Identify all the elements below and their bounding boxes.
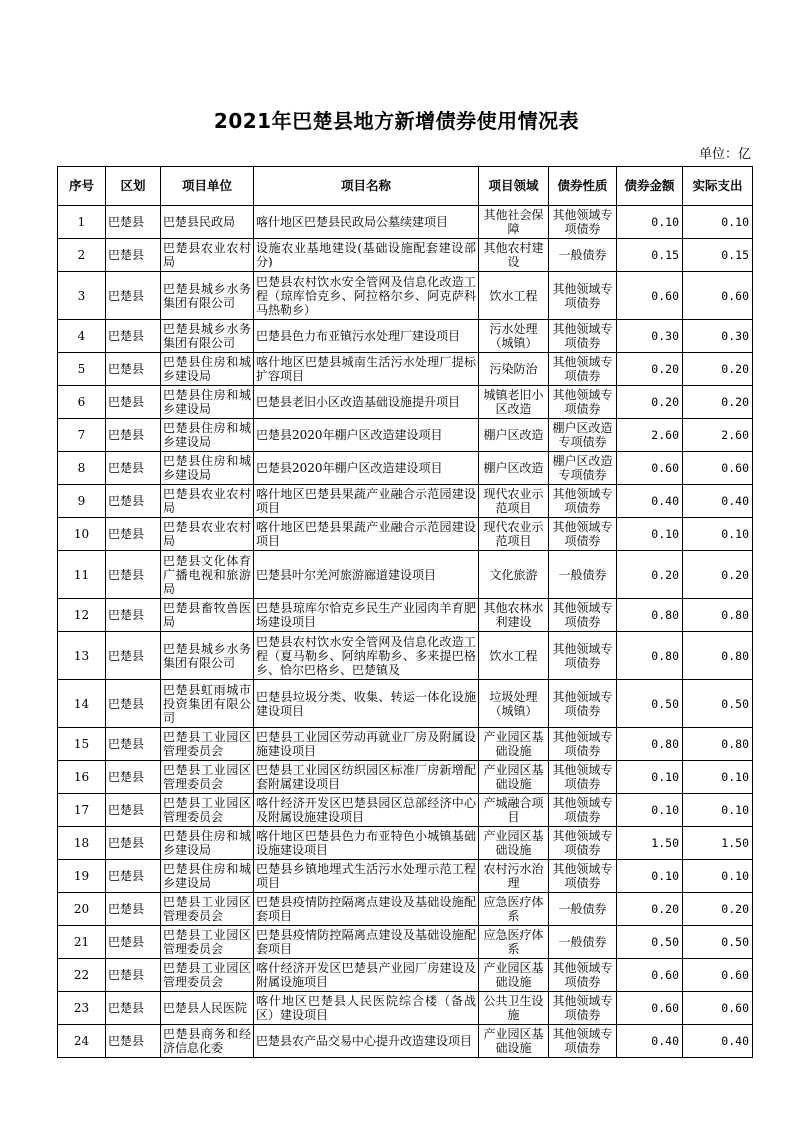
cell-unit: 巴楚县住房和城乡建设局 — [161, 860, 254, 893]
table-row — [58, 728, 753, 761]
cell-nature: 其他领域专项债券 — [549, 1025, 617, 1058]
cell-spent: 0.80 — [683, 728, 753, 761]
cell-no: 7 — [58, 419, 106, 452]
cell-name: 喀什地区巴楚县果蔬产业融合示范园建设项目 — [254, 518, 479, 551]
cell-unit: 巴楚县住房和城乡建设局 — [161, 386, 254, 419]
cell-spent: 0.60 — [683, 959, 753, 992]
header-field: 项目领域 — [479, 167, 549, 206]
cell-no: 18 — [58, 827, 106, 860]
cell-no: 2 — [58, 239, 106, 272]
cell-no: 4 — [58, 320, 106, 353]
cell-no: 5 — [58, 353, 106, 386]
cell-amount: 0.60 — [617, 992, 683, 1025]
cell-name: 巴楚县2020年棚户区改造建设项目 — [254, 419, 479, 452]
table-row — [58, 761, 753, 794]
cell-field: 其他农村建设 — [479, 239, 549, 272]
cell-name: 喀什经济开发区巴楚县产业园厂房建设及附属设施项目 — [254, 959, 479, 992]
cell-spent: 0.50 — [683, 680, 753, 728]
cell-region: 巴楚县 — [106, 926, 161, 959]
cell-region: 巴楚县 — [106, 599, 161, 632]
cell-nature: 棚户区改造专项债券 — [549, 419, 617, 452]
cell-region: 巴楚县 — [106, 761, 161, 794]
cell-region: 巴楚县 — [106, 320, 161, 353]
header-unit: 项目单位 — [161, 167, 254, 206]
cell-region: 巴楚县 — [106, 239, 161, 272]
cell-unit: 巴楚县住房和城乡建设局 — [161, 827, 254, 860]
cell-region: 巴楚县 — [106, 419, 161, 452]
cell-nature: 其他领域专项债券 — [549, 320, 617, 353]
cell-nature: 其他领域专项债券 — [549, 761, 617, 794]
cell-field: 现代农业示范项目 — [479, 485, 549, 518]
cell-region: 巴楚县 — [106, 992, 161, 1025]
cell-name: 巴楚县乡镇地埋式生活污水处理示范工程项目 — [254, 860, 479, 893]
cell-unit: 巴楚县住房和城乡建设局 — [161, 419, 254, 452]
unit-label: 单位：亿 — [698, 147, 751, 162]
table-row — [58, 419, 753, 452]
cell-no: 8 — [58, 452, 106, 485]
cell-nature: 其他领域专项债券 — [549, 728, 617, 761]
cell-field: 城镇老旧小区改造 — [479, 386, 549, 419]
cell-no: 20 — [58, 893, 106, 926]
cell-region: 巴楚县 — [106, 386, 161, 419]
cell-no: 21 — [58, 926, 106, 959]
cell-field: 现代农业示范项目 — [479, 518, 549, 551]
cell-region: 巴楚县 — [106, 959, 161, 992]
cell-amount: 0.80 — [617, 728, 683, 761]
cell-spent: 0.60 — [683, 992, 753, 1025]
table-row — [58, 320, 753, 353]
table-header-row — [58, 167, 753, 206]
table-row — [58, 272, 753, 320]
cell-amount: 0.80 — [617, 599, 683, 632]
cell-amount: 0.80 — [617, 632, 683, 680]
cell-no: 15 — [58, 728, 106, 761]
cell-spent: 0.80 — [683, 599, 753, 632]
cell-amount: 0.10 — [617, 761, 683, 794]
cell-amount: 0.10 — [617, 518, 683, 551]
cell-nature: 其他领域专项债券 — [549, 992, 617, 1025]
cell-name: 巴楚县农产品交易中心提升改造建设项目 — [254, 1025, 479, 1058]
cell-nature: 一般债券 — [549, 926, 617, 959]
cell-region: 巴楚县 — [106, 728, 161, 761]
cell-amount: 1.50 — [617, 827, 683, 860]
cell-unit: 巴楚县商务和经济信息化委 — [161, 1025, 254, 1058]
cell-nature: 一般债券 — [549, 551, 617, 599]
cell-nature: 其他领域专项债券 — [549, 518, 617, 551]
cell-no: 1 — [58, 206, 106, 239]
cell-no: 12 — [58, 599, 106, 632]
cell-no: 3 — [58, 272, 106, 320]
table-row — [58, 551, 753, 599]
cell-amount: 0.40 — [617, 485, 683, 518]
cell-spent: 0.15 — [683, 239, 753, 272]
table-row — [58, 452, 753, 485]
cell-spent: 0.30 — [683, 320, 753, 353]
header-nature: 债券性质 — [549, 167, 617, 206]
cell-no: 13 — [58, 632, 106, 680]
cell-nature: 其他领域专项债券 — [549, 632, 617, 680]
cell-region: 巴楚县 — [106, 827, 161, 860]
cell-field: 污染防治 — [479, 353, 549, 386]
table-row — [58, 893, 753, 926]
cell-field: 其他社会保障 — [479, 206, 549, 239]
cell-amount: 0.40 — [617, 1025, 683, 1058]
table-row — [58, 632, 753, 680]
cell-spent: 0.50 — [683, 926, 753, 959]
cell-field: 垃圾处理（城镇） — [479, 680, 549, 728]
cell-region: 巴楚县 — [106, 485, 161, 518]
cell-spent: 0.20 — [683, 551, 753, 599]
cell-field: 污水处理（城镇） — [479, 320, 549, 353]
cell-nature: 其他领域专项债券 — [549, 680, 617, 728]
header-amount: 债券金额 — [617, 167, 683, 206]
table-row — [58, 926, 753, 959]
table-row — [58, 860, 753, 893]
cell-region: 巴楚县 — [106, 794, 161, 827]
cell-no: 19 — [58, 860, 106, 893]
table-row — [58, 680, 753, 728]
cell-field: 其他农林水利建设 — [479, 599, 549, 632]
cell-name: 喀什地区巴楚县城南生活污水处理厂提标扩容项目 — [254, 353, 479, 386]
cell-region: 巴楚县 — [106, 893, 161, 926]
cell-amount: 0.20 — [617, 551, 683, 599]
cell-amount: 0.20 — [617, 893, 683, 926]
cell-no: 9 — [58, 485, 106, 518]
cell-name: 喀什地区巴楚县民政局公墓续建项目 — [254, 206, 479, 239]
cell-amount: 0.10 — [617, 206, 683, 239]
cell-amount: 0.30 — [617, 320, 683, 353]
cell-name: 巴楚县农村饮水安全管网及信息化改造工程（夏马勒乡、阿纳库勒乡、多来提巴格乡、恰尔巴格乡、巴楚镇及 — [254, 632, 479, 680]
cell-field: 饮水工程 — [479, 632, 549, 680]
header-no: 序号 — [58, 167, 106, 206]
table-row — [58, 206, 753, 239]
cell-spent: 0.10 — [683, 761, 753, 794]
table-row — [58, 1025, 753, 1058]
cell-region: 巴楚县 — [106, 353, 161, 386]
cell-amount: 0.50 — [617, 926, 683, 959]
cell-unit: 巴楚县城乡水务集团有限公司 — [161, 320, 254, 353]
table-row — [58, 992, 753, 1025]
cell-field: 产城融合项目 — [479, 794, 549, 827]
cell-spent: 0.10 — [683, 860, 753, 893]
cell-spent: 0.10 — [683, 794, 753, 827]
cell-spent: 0.20 — [683, 386, 753, 419]
cell-unit: 巴楚县人民医院 — [161, 992, 254, 1025]
cell-region: 巴楚县 — [106, 551, 161, 599]
cell-name: 巴楚县垃圾分类、收集、转运一体化设施建设项目 — [254, 680, 479, 728]
cell-spent: 0.20 — [683, 893, 753, 926]
cell-unit: 巴楚县工业园区管理委员会 — [161, 794, 254, 827]
header-spent: 实际支出 — [683, 167, 753, 206]
cell-name: 巴楚县叶尔羌河旅游廊道建设项目 — [254, 551, 479, 599]
cell-unit: 巴楚县工业园区管理委员会 — [161, 728, 254, 761]
cell-nature: 其他领域专项债券 — [549, 485, 617, 518]
cell-name: 巴楚县老旧小区改造基础设施提升项目 — [254, 386, 479, 419]
cell-field: 公共卫生设施 — [479, 992, 549, 1025]
cell-nature: 其他领域专项债券 — [549, 599, 617, 632]
cell-spent: 0.10 — [683, 206, 753, 239]
cell-spent: 0.60 — [683, 452, 753, 485]
cell-spent: 0.80 — [683, 632, 753, 680]
cell-unit: 巴楚县农业农村局 — [161, 518, 254, 551]
cell-spent: 2.60 — [683, 419, 753, 452]
page-title: 2021年巴楚县地方新增债券使用情况表 — [213, 109, 580, 133]
cell-name: 巴楚县工业园区纺织园区标准厂房新增配套附属建设项目 — [254, 761, 479, 794]
cell-field: 产业园区基础设施 — [479, 761, 549, 794]
cell-no: 22 — [58, 959, 106, 992]
cell-nature: 其他领域专项债券 — [549, 860, 617, 893]
cell-name: 巴楚县琼库尔恰克乡民生产业园肉羊育肥场建设项目 — [254, 599, 479, 632]
cell-nature: 其他领域专项债券 — [549, 959, 617, 992]
header-name: 项目名称 — [254, 167, 479, 206]
cell-field: 应急医疗体系 — [479, 926, 549, 959]
cell-region: 巴楚县 — [106, 518, 161, 551]
cell-name: 巴楚县2020年棚户区改造建设项目 — [254, 452, 479, 485]
cell-spent: 0.40 — [683, 1025, 753, 1058]
cell-name: 设施农业基地建设(基础设施配套建设部分) — [254, 239, 479, 272]
cell-spent: 1.50 — [683, 827, 753, 860]
cell-unit: 巴楚县文化体育广播电视和旅游局 — [161, 551, 254, 599]
cell-name: 巴楚县色力布亚镇污水处理厂建设项目 — [254, 320, 479, 353]
cell-unit: 巴楚县农业农村局 — [161, 485, 254, 518]
cell-unit: 巴楚县虹雨城市投资集团有限公司 — [161, 680, 254, 728]
cell-name: 巴楚县工业园区劳动再就业厂房及附属设施建设项目 — [254, 728, 479, 761]
table-row — [58, 386, 753, 419]
table-row — [58, 794, 753, 827]
cell-region: 巴楚县 — [106, 452, 161, 485]
cell-field: 饮水工程 — [479, 272, 549, 320]
cell-amount: 0.20 — [617, 386, 683, 419]
cell-field: 产业园区基础设施 — [479, 827, 549, 860]
table-row — [58, 959, 753, 992]
cell-unit: 巴楚县城乡水务集团有限公司 — [161, 632, 254, 680]
cell-field: 文化旅游 — [479, 551, 549, 599]
cell-nature: 其他领域专项债券 — [549, 794, 617, 827]
cell-spent: 0.10 — [683, 518, 753, 551]
table-row — [58, 518, 753, 551]
cell-amount: 0.60 — [617, 272, 683, 320]
cell-name: 巴楚县疫情防控隔离点建设及基础设施配套项目 — [254, 926, 479, 959]
cell-field: 棚户区改造 — [479, 452, 549, 485]
cell-amount: 0.60 — [617, 959, 683, 992]
cell-nature: 其他领域专项债券 — [549, 353, 617, 386]
cell-unit: 巴楚县工业园区管理委员会 — [161, 959, 254, 992]
cell-unit: 巴楚县工业园区管理委员会 — [161, 761, 254, 794]
cell-no: 24 — [58, 1025, 106, 1058]
bond-usage-table — [57, 166, 753, 1058]
cell-nature: 一般债券 — [549, 239, 617, 272]
cell-amount: 0.10 — [617, 860, 683, 893]
cell-field: 产业园区基础设施 — [479, 728, 549, 761]
cell-unit: 巴楚县工业园区管理委员会 — [161, 926, 254, 959]
cell-nature: 其他领域专项债券 — [549, 827, 617, 860]
table-body — [58, 206, 753, 1058]
cell-nature: 一般债券 — [549, 893, 617, 926]
cell-nature: 其他领域专项债券 — [549, 206, 617, 239]
cell-spent: 0.40 — [683, 485, 753, 518]
cell-field: 应急医疗体系 — [479, 893, 549, 926]
cell-spent: 0.20 — [683, 353, 753, 386]
cell-region: 巴楚县 — [106, 632, 161, 680]
cell-no: 14 — [58, 680, 106, 728]
cell-region: 巴楚县 — [106, 206, 161, 239]
cell-amount: 2.60 — [617, 419, 683, 452]
cell-region: 巴楚县 — [106, 272, 161, 320]
cell-no: 6 — [58, 386, 106, 419]
cell-amount: 0.20 — [617, 353, 683, 386]
cell-name: 巴楚县疫情防控隔离点建设及基础设施配套项目 — [254, 893, 479, 926]
table-row — [58, 485, 753, 518]
cell-nature: 其他领域专项债券 — [549, 272, 617, 320]
cell-name: 喀什地区巴楚县人民医院综合楼（备战区）建设项目 — [254, 992, 479, 1025]
cell-field: 农村污水治理 — [479, 860, 549, 893]
cell-field: 产业园区基础设施 — [479, 959, 549, 992]
cell-no: 23 — [58, 992, 106, 1025]
table-row — [58, 239, 753, 272]
cell-no: 10 — [58, 518, 106, 551]
cell-unit: 巴楚县住房和城乡建设局 — [161, 353, 254, 386]
cell-name: 巴楚县农村饮水安全管网及信息化改造工程（琼库恰克乡、阿拉格尔乡、阿克萨科马热勒乡） — [254, 272, 479, 320]
cell-amount: 0.10 — [617, 794, 683, 827]
cell-spent: 0.60 — [683, 272, 753, 320]
cell-nature: 其他领域专项债券 — [549, 386, 617, 419]
cell-nature: 棚户区改造专项债券 — [549, 452, 617, 485]
cell-unit: 巴楚县工业园区管理委员会 — [161, 893, 254, 926]
cell-region: 巴楚县 — [106, 1025, 161, 1058]
cell-amount: 0.50 — [617, 680, 683, 728]
table-row — [58, 827, 753, 860]
cell-unit: 巴楚县民政局 — [161, 206, 254, 239]
cell-region: 巴楚县 — [106, 680, 161, 728]
table-row — [58, 599, 753, 632]
cell-no: 11 — [58, 551, 106, 599]
cell-field: 棚户区改造 — [479, 419, 549, 452]
cell-name: 喀什地区巴楚县果蔬产业融合示范园建设项目 — [254, 485, 479, 518]
table-row — [58, 353, 753, 386]
cell-region: 巴楚县 — [106, 860, 161, 893]
cell-unit: 巴楚县住房和城乡建设局 — [161, 452, 254, 485]
cell-amount: 0.60 — [617, 452, 683, 485]
cell-no: 17 — [58, 794, 106, 827]
cell-no: 16 — [58, 761, 106, 794]
cell-unit: 巴楚县城乡水务集团有限公司 — [161, 272, 254, 320]
header-region: 区划 — [106, 167, 161, 206]
cell-unit: 巴楚县农业农村局 — [161, 239, 254, 272]
cell-amount: 0.15 — [617, 239, 683, 272]
cell-name: 喀什地区巴楚县色力布亚特色小城镇基础设施建设项目 — [254, 827, 479, 860]
cell-unit: 巴楚县畜牧兽医局 — [161, 599, 254, 632]
cell-field: 产业园区基础设施 — [479, 1025, 549, 1058]
cell-name: 喀什经济开发区巴楚县园区总部经济中心及附属设施建设项目 — [254, 794, 479, 827]
